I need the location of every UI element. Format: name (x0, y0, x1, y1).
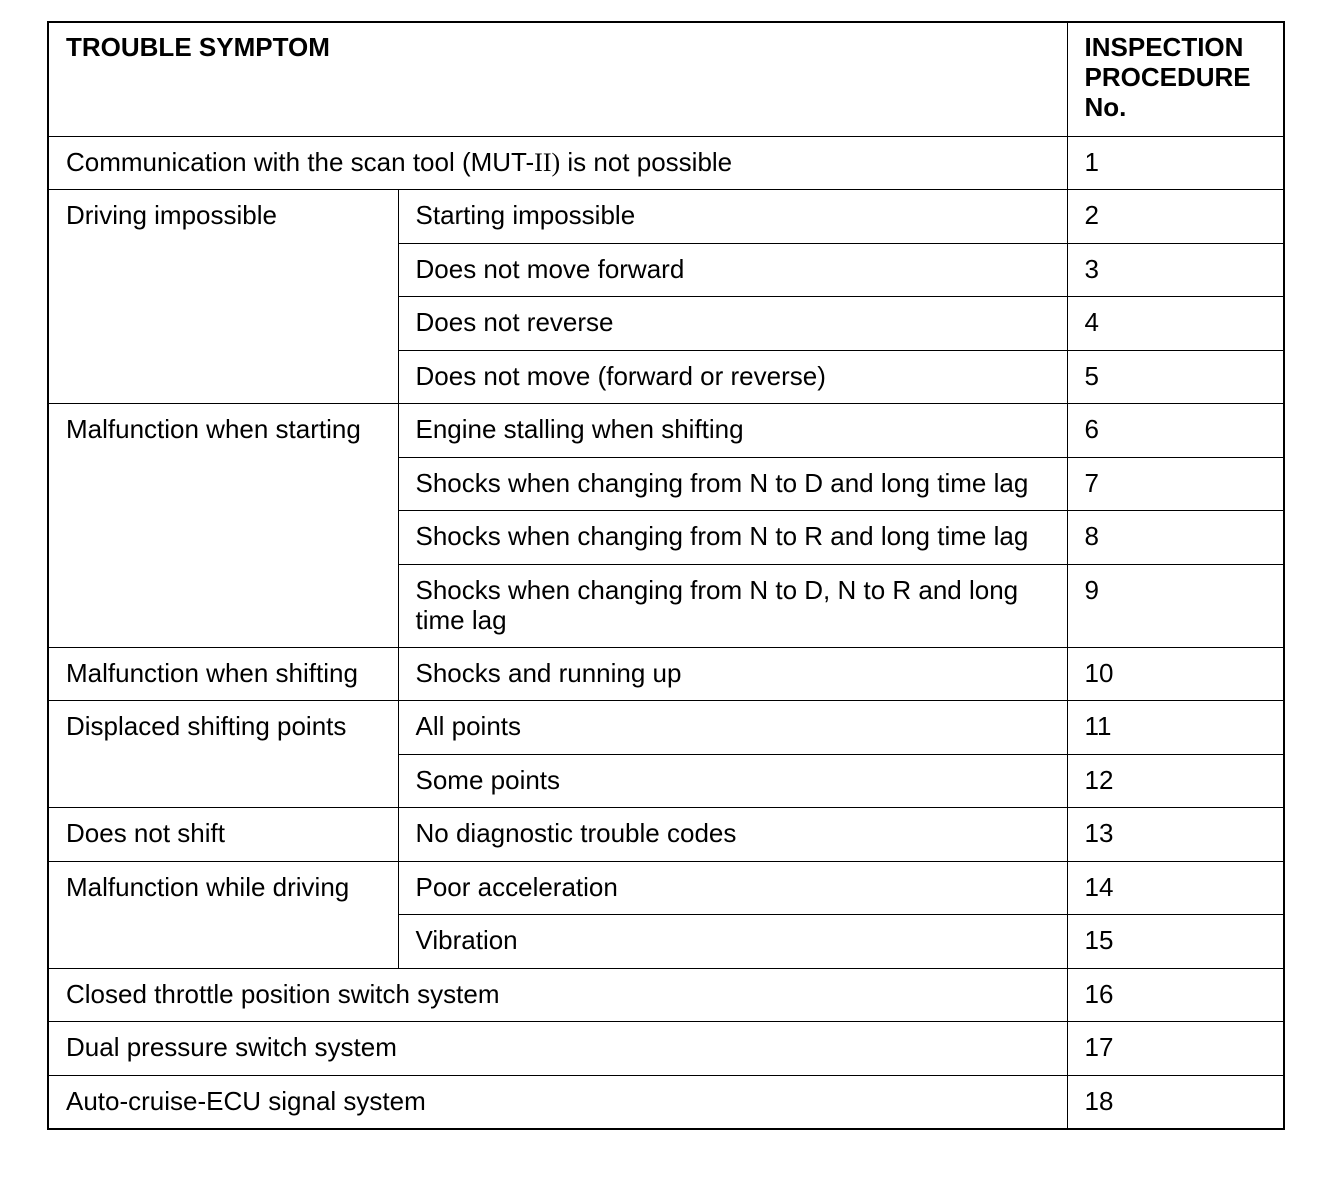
symptom-cell: Does not move forward (398, 243, 1067, 297)
procedure-number: 18 (1067, 1075, 1284, 1129)
procedure-number: 13 (1067, 808, 1284, 862)
header-row (48, 22, 1284, 136)
symptom-cell: Shocks and running up (398, 647, 1067, 701)
procedure-number: 9 (1067, 564, 1284, 647)
header-inspection-procedure-no (1067, 22, 1284, 136)
procedure-number: 12 (1067, 754, 1284, 808)
category-cell: Displaced shifting points (48, 701, 398, 808)
table-row (48, 968, 1284, 1022)
procedure-number: 4 (1067, 297, 1284, 351)
procedure-number: 5 (1067, 350, 1284, 404)
procedure-number: 6 (1067, 404, 1284, 458)
table-row (48, 190, 1284, 244)
category-cell: Malfunction while driving (48, 861, 398, 968)
symptom-auto-cruise: Auto-cruise-ECU signal system (48, 1075, 1067, 1129)
procedure-number: 11 (1067, 701, 1284, 755)
table-row (48, 861, 1284, 915)
header-procedure-line-1: INSPECTION (1084, 32, 1244, 62)
communication-text-roman: II) (534, 147, 561, 177)
communication-text-suffix: is not possible (560, 146, 733, 177)
header-procedure-line-3: No. (1084, 92, 1127, 122)
symptom-dual-pressure: Dual pressure switch system (48, 1022, 1067, 1076)
table-row (48, 1022, 1284, 1076)
symptom-cell: Vibration (398, 915, 1067, 969)
symptom-communication (48, 136, 1067, 190)
table-row (48, 136, 1284, 190)
procedure-number: 15 (1067, 915, 1284, 969)
table-row (48, 701, 1284, 755)
symptom-cell: All points (398, 701, 1067, 755)
table-row (48, 647, 1284, 701)
header-procedure-line-2: PROCEDURE (1084, 62, 1251, 92)
category-cell: Malfunction when starting (48, 404, 398, 648)
procedure-number: 7 (1067, 457, 1284, 511)
communication-text-prefix: Communication with the scan tool (MUT- (66, 146, 535, 177)
procedure-number: 14 (1067, 861, 1284, 915)
table-row (48, 1075, 1284, 1129)
procedure-number: 10 (1067, 647, 1284, 701)
category-cell: Driving impossible (48, 190, 398, 404)
procedure-number: 1 (1067, 136, 1284, 190)
symptom-cell: Does not reverse (398, 297, 1067, 351)
category-cell: Malfunction when shifting (48, 647, 398, 701)
symptom-cell: Poor acceleration (398, 861, 1067, 915)
symptom-cell: Some points (398, 754, 1067, 808)
procedure-number: 3 (1067, 243, 1284, 297)
category-cell: Does not shift (48, 808, 398, 862)
symptom-cell: No diagnostic trouble codes (398, 808, 1067, 862)
table-row (48, 808, 1284, 862)
table-row (48, 404, 1284, 458)
procedure-number: 8 (1067, 511, 1284, 565)
procedure-number: 2 (1067, 190, 1284, 244)
symptom-cell: Shocks when changing from N to R and long time lag (398, 511, 1067, 565)
procedure-number: 17 (1067, 1022, 1284, 1076)
symptom-cell: Starting impossible (398, 190, 1067, 244)
symptom-cell: Engine stalling when shifting (398, 404, 1067, 458)
procedure-number: 16 (1067, 968, 1284, 1022)
symptom-closed-throttle: Closed throttle position switch system (48, 968, 1067, 1022)
symptom-cell: Does not move (forward or reverse) (398, 350, 1067, 404)
symptom-cell: Shocks when changing from N to D, N to R and long time lag (398, 564, 1067, 647)
trouble-symptom-table (47, 21, 1285, 1130)
symptom-cell: Shocks when changing from N to D and long time lag (398, 457, 1067, 511)
header-trouble-symptom: TROUBLE SYMPTOM (48, 22, 1067, 136)
